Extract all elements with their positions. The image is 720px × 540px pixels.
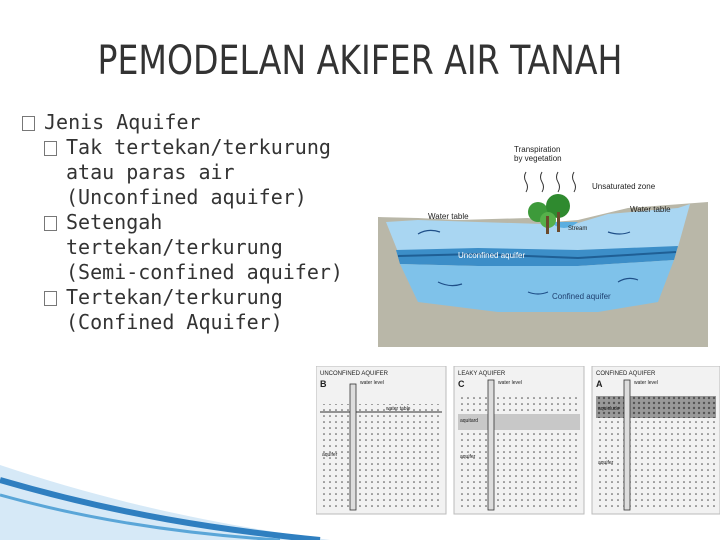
bullet-line: Tak tertekan/terkurung: [66, 135, 331, 159]
panel-heading: CONFINED AQUIFER: [596, 371, 656, 377]
decorative-stripe: [0, 425, 330, 540]
bullet-text: [66, 285, 366, 335]
bullet-list: [22, 110, 382, 335]
bullet-line: atau paras air: [66, 160, 235, 184]
panel-heading: UNCONFINED AQUIFER: [320, 371, 389, 377]
bullet-heading: Jenis Aquifer: [44, 110, 201, 134]
stream-label: Stream: [568, 226, 588, 232]
panel-letter: B: [320, 379, 327, 389]
bullet-line: (Unconfined aquifer): [66, 185, 307, 209]
unconfined-aquifer-label: Unconfined aquifer: [458, 251, 526, 260]
aquifer-type-panels: [316, 366, 720, 516]
bullet-box-icon: [44, 141, 57, 156]
bullet-item: [44, 285, 382, 335]
confined-water-body: [400, 260, 674, 312]
confined-aquifer-label: Confined aquifer: [552, 292, 611, 301]
aquifer-label: aquifer: [322, 452, 338, 458]
bullet-line: (Semi-confined aquifer): [66, 260, 343, 284]
transpiration-label-2: by vegetation: [514, 154, 562, 163]
panel-unconfined: [316, 366, 446, 514]
bullet-line: tertekan/terkurung: [66, 235, 283, 259]
layer-label: aquiclude: [598, 406, 620, 412]
bullet-box-icon: [44, 291, 57, 306]
water-level-label: water level: [360, 380, 384, 386]
unsaturated-zone-label: Unsaturated zone: [592, 182, 656, 191]
bullet-text: [66, 210, 366, 285]
bullet-text: [66, 135, 366, 210]
bullet-box-icon: [44, 216, 57, 231]
bullet-line: (Confined Aquifer): [66, 310, 283, 334]
bullet-item: [44, 210, 382, 285]
aquifer-label: aquifer: [460, 454, 476, 460]
panel-letter: A: [596, 379, 603, 389]
layer-label: aquitard: [460, 418, 479, 424]
water-level-label: water level: [634, 380, 658, 386]
panel-letter: C: [458, 379, 465, 389]
layer-label: water table: [386, 406, 411, 412]
aquifer-cross-section-diagram: [378, 142, 708, 347]
water-table-left-label: Water table: [428, 212, 469, 221]
bullet-line: Setengah: [66, 210, 163, 234]
bullet-item: [44, 135, 382, 210]
slide-title: PEMODELAN AKIFER AIR TANAH: [97, 38, 623, 84]
panel-heading: LEAKY AQUIFER: [458, 371, 506, 377]
water-table-right-label: Water table: [630, 205, 671, 214]
panel-confined: [592, 366, 720, 514]
bullet-box-icon: [22, 116, 35, 131]
transpiration-label-1: Transpiration: [514, 145, 561, 154]
panel-leaky: [454, 366, 584, 514]
bullet-level1: [22, 110, 382, 135]
bullet-line: Tertekan/terkurung: [66, 285, 283, 309]
water-level-label: water level: [498, 380, 522, 386]
aquifer-label: aquifer: [598, 460, 614, 466]
